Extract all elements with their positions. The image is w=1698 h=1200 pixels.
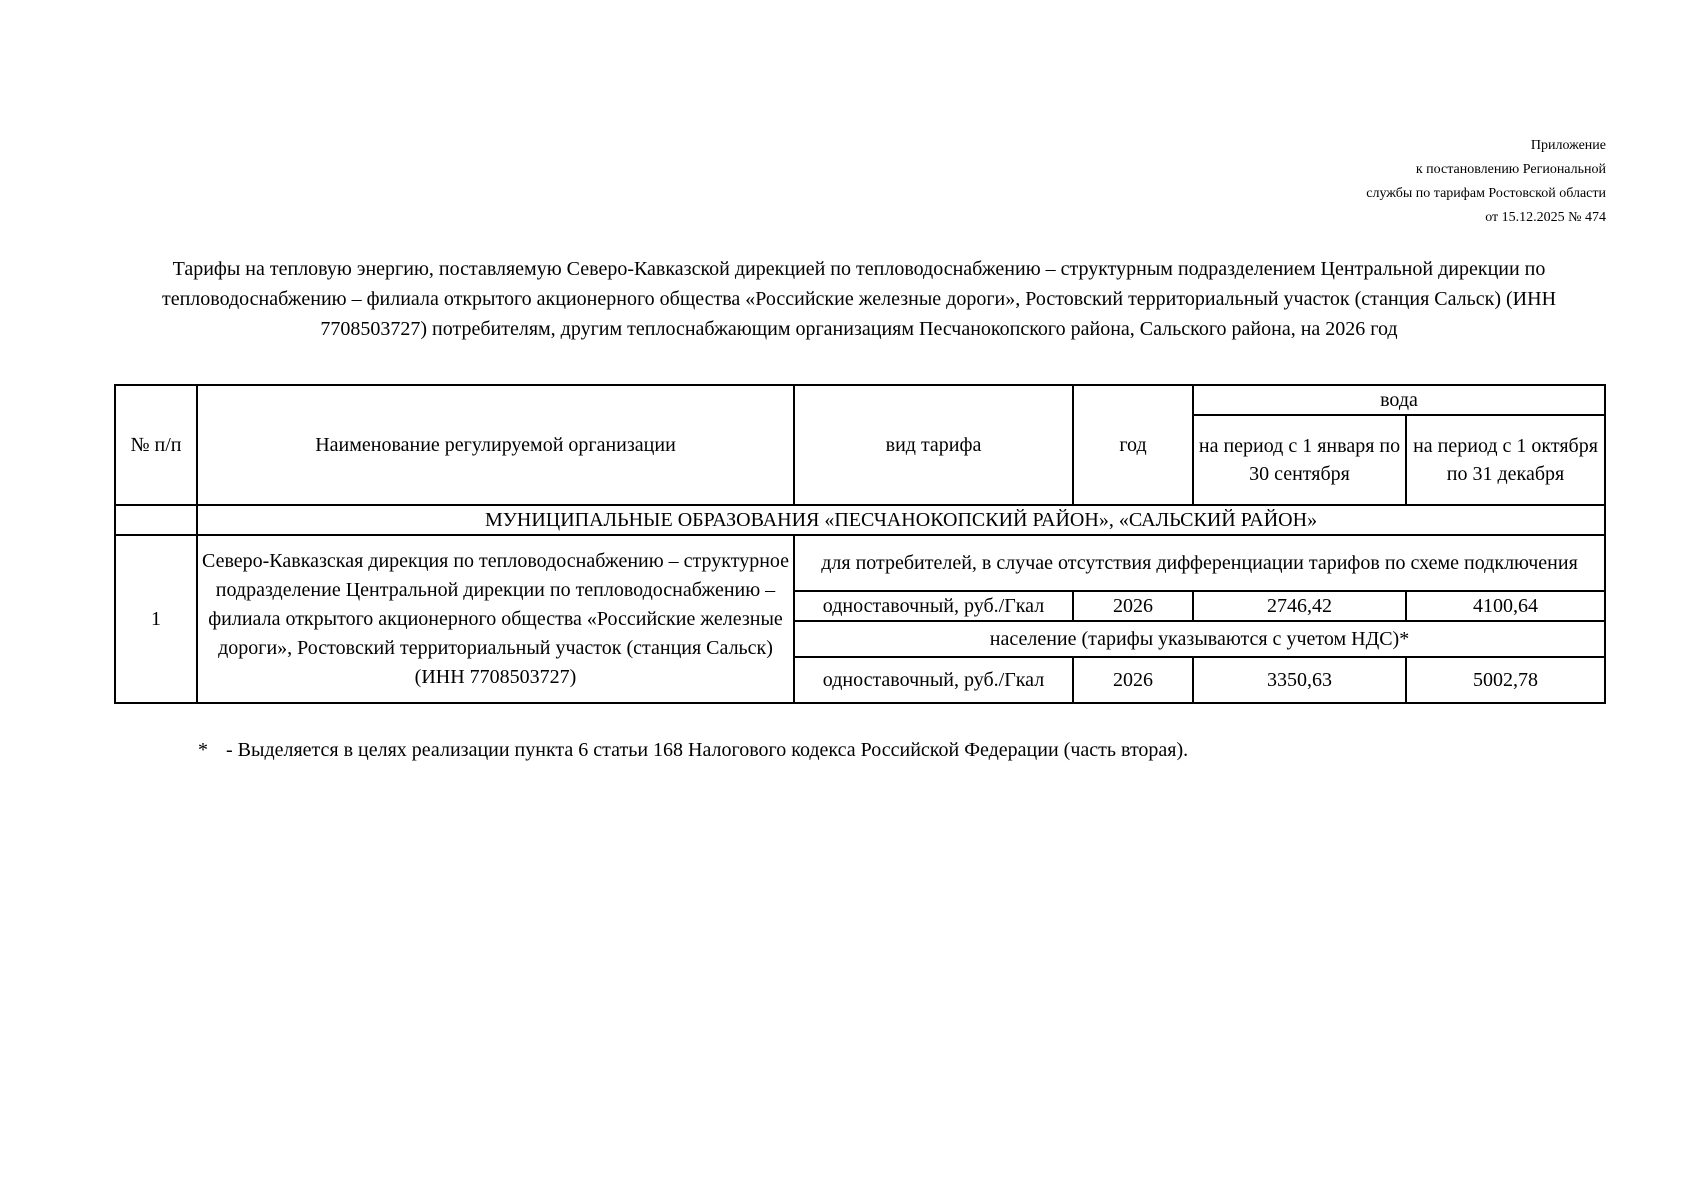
header-num: № п/п bbox=[115, 385, 197, 505]
header-period2: на период с 1 октября по 31 декабря bbox=[1406, 415, 1605, 505]
document-title: Тарифы на тепловую энергию, поставляемую Северо-Кавказской дирекцией по тепловодоснабжению – структурным подразделением Центральной дирекции по тепловодоснабжению – филиала открытого акционерного общества «Российские железные дороги», Ростовский территориальный участок (станция Сальск) (ИНН 7708503727) потребителям, другим теплоснабжающим организациям Песчанокопского района, Сальского района, на 2026 год bbox=[161, 258, 1557, 340]
period1-value: 2746,42 bbox=[1193, 591, 1406, 621]
year-cell: 2026 bbox=[1073, 591, 1193, 621]
header-period1: на период с 1 января по 30 сентября bbox=[1193, 415, 1406, 505]
municipality-name: МУНИЦИПАЛЬНЫЕ ОБРАЗОВАНИЯ «ПЕСЧАНОКОПСКИЙ РАЙОН», «САЛЬСКИЙ РАЙОН» bbox=[197, 505, 1605, 535]
municipality-row bbox=[115, 505, 1605, 535]
header-tariff-type: вид тарифа bbox=[794, 385, 1073, 505]
header-water: вода bbox=[1193, 385, 1605, 415]
header-org: Наименование регулируемой организации bbox=[197, 385, 794, 505]
table-row bbox=[115, 535, 1605, 591]
tariff-type-cell: одноставочный, руб./Гкал bbox=[794, 591, 1073, 621]
footnote-mark: * bbox=[198, 739, 208, 761]
appendix-block bbox=[1366, 134, 1606, 230]
year-cell: 2026 bbox=[1073, 657, 1193, 703]
municipality-num-cell bbox=[115, 505, 197, 535]
appendix-line: от 15.12.2025 № 474 bbox=[1485, 210, 1606, 225]
population-group-label: население (тарифы указываются с учетом НДС)* bbox=[794, 621, 1605, 657]
tariff-type-cell: одноставочный, руб./Гкал bbox=[794, 657, 1073, 703]
footnote bbox=[198, 736, 1188, 764]
header-year: год bbox=[1073, 385, 1193, 505]
period2-value: 5002,78 bbox=[1406, 657, 1605, 703]
tariff-table bbox=[114, 384, 1606, 704]
organization-name: Северо-Кавказская дирекция по тепловодоснабжению – структурное подразделение Центральной дирекции по тепловодоснабжению – филиала открытого акционерного общества «Российские железные дороги», Ростовский территориальный участок (станция Сальск) (ИНН 7708503727) bbox=[197, 535, 794, 703]
footnote-text: - Выделяется в целях реализации пункта 6 статьи 168 Налогового кодекса Российской Федерации (часть вторая). bbox=[226, 739, 1189, 761]
header-row bbox=[115, 385, 1605, 415]
consumer-group-label: для потребителей, в случае отсутствия дифференциации тарифов по схеме подключения bbox=[794, 535, 1605, 591]
appendix-line: Приложение bbox=[1530, 138, 1606, 153]
row-number: 1 bbox=[115, 535, 197, 703]
period2-value: 4100,64 bbox=[1406, 591, 1605, 621]
appendix-line: службы по тарифам Ростовской области bbox=[1366, 186, 1606, 201]
appendix-line: к постановлению Региональной bbox=[1415, 162, 1606, 177]
period1-value: 3350,63 bbox=[1193, 657, 1406, 703]
